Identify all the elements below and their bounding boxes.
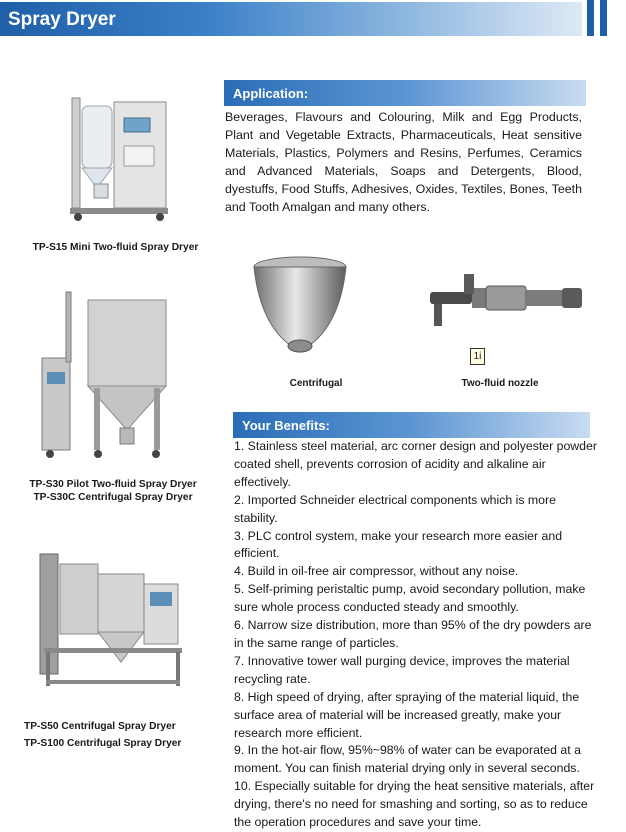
- benefit-item: 2. Imported Schneider electrical components which is more stability.: [234, 492, 556, 525]
- benefit-item: 8. High speed of drying, after spraying of the material liquid, the surface area of material will be increased greatly, make your research more efficient.: [234, 689, 580, 740]
- product-model-label: TP-S30C Centrifugal Spray Dryer: [33, 492, 193, 503]
- application-heading-label: Application:: [233, 86, 309, 101]
- application-heading: [224, 80, 586, 106]
- product-model-label: TP-S30 Pilot Two-fluid Spray Dryer: [29, 479, 197, 490]
- header-accent-bar: [587, 0, 594, 36]
- product-caption: [24, 721, 190, 749]
- application-text: Beverages, Flavours and Colouring, Milk and Egg Products, Plant and Vegetable Extracts, Pharmaceuticals, Heat sensitive Materials, Plastics, Polymers and Resins, Perfumes, Ceramics and Advanced Materials, Soaps and Detergents, Blood, dyestuffs, Food Stuffs, Adhesives, Oxides, Textiles, Bones, Teeth and Tooth Amalgan and many others.: [225, 110, 582, 214]
- product-model-label: TP-S50 Centrifugal Spray Dryer: [24, 721, 176, 732]
- benefit-item: 4. Build in oil-free air compressor, without any noise.: [234, 564, 519, 579]
- benefit-item: 3. PLC control system, make your research more easier and efficient.: [234, 528, 563, 561]
- pilot-spray-dryer-image: [38, 288, 173, 463]
- page-title: Spray Dryer: [8, 9, 116, 30]
- centrifugal-spray-dryer-image: [36, 544, 186, 694]
- benefits-heading: [233, 412, 590, 438]
- product-caption: [23, 479, 203, 503]
- benefit-item: 7. Innovative tower wall purging device, improves the material recycling rate.: [234, 653, 570, 686]
- benefit-item: 10. Especially suitable for drying the heat sensitive materials, after drying, there's no need for smashing and sorting, so as to reduce the operation procedures and save your time.: [234, 779, 595, 830]
- header-banner: [0, 2, 582, 36]
- product-model-label: TP-S100 Centrifugal Spray Dryer: [24, 738, 182, 749]
- product-caption: [24, 242, 207, 253]
- product-model-label: TP-S15 Mini Two-fluid Spray Dryer: [32, 242, 199, 253]
- centrifugal-atomizer-image: [250, 253, 350, 358]
- benefit-item: 5. Self-priming peristaltic pump, avoid secondary pollution, make sure whole process conducted steady and smoothly.: [234, 582, 586, 615]
- two-fluid-nozzle-image: [426, 270, 588, 332]
- benefits-heading-label: Your Benefits:: [242, 418, 330, 433]
- centrifugal-caption: Centrifugal: [289, 378, 343, 389]
- header-accent-bar: [600, 0, 607, 36]
- nozzle-caption: Two-fluid nozzle: [461, 378, 539, 389]
- benefit-item: 1. Stainless steel material, arc corner design and polyester powder coated shell, prevents corrosion of acidity and alkaline air effectively.: [234, 439, 597, 489]
- benefit-item: 6. Narrow size distribution, more than 95% of the dry powders are in the same range of particles.: [234, 618, 592, 650]
- benefits-list: [234, 438, 598, 832]
- mini-spray-dryer-image: [52, 88, 182, 223]
- nozzle-tag: 1i: [470, 348, 485, 365]
- benefit-item: 9. In the hot-air flow, 95%~98% of water can be evaporated at a moment. You can finish material drying only in several seconds.: [234, 743, 581, 776]
